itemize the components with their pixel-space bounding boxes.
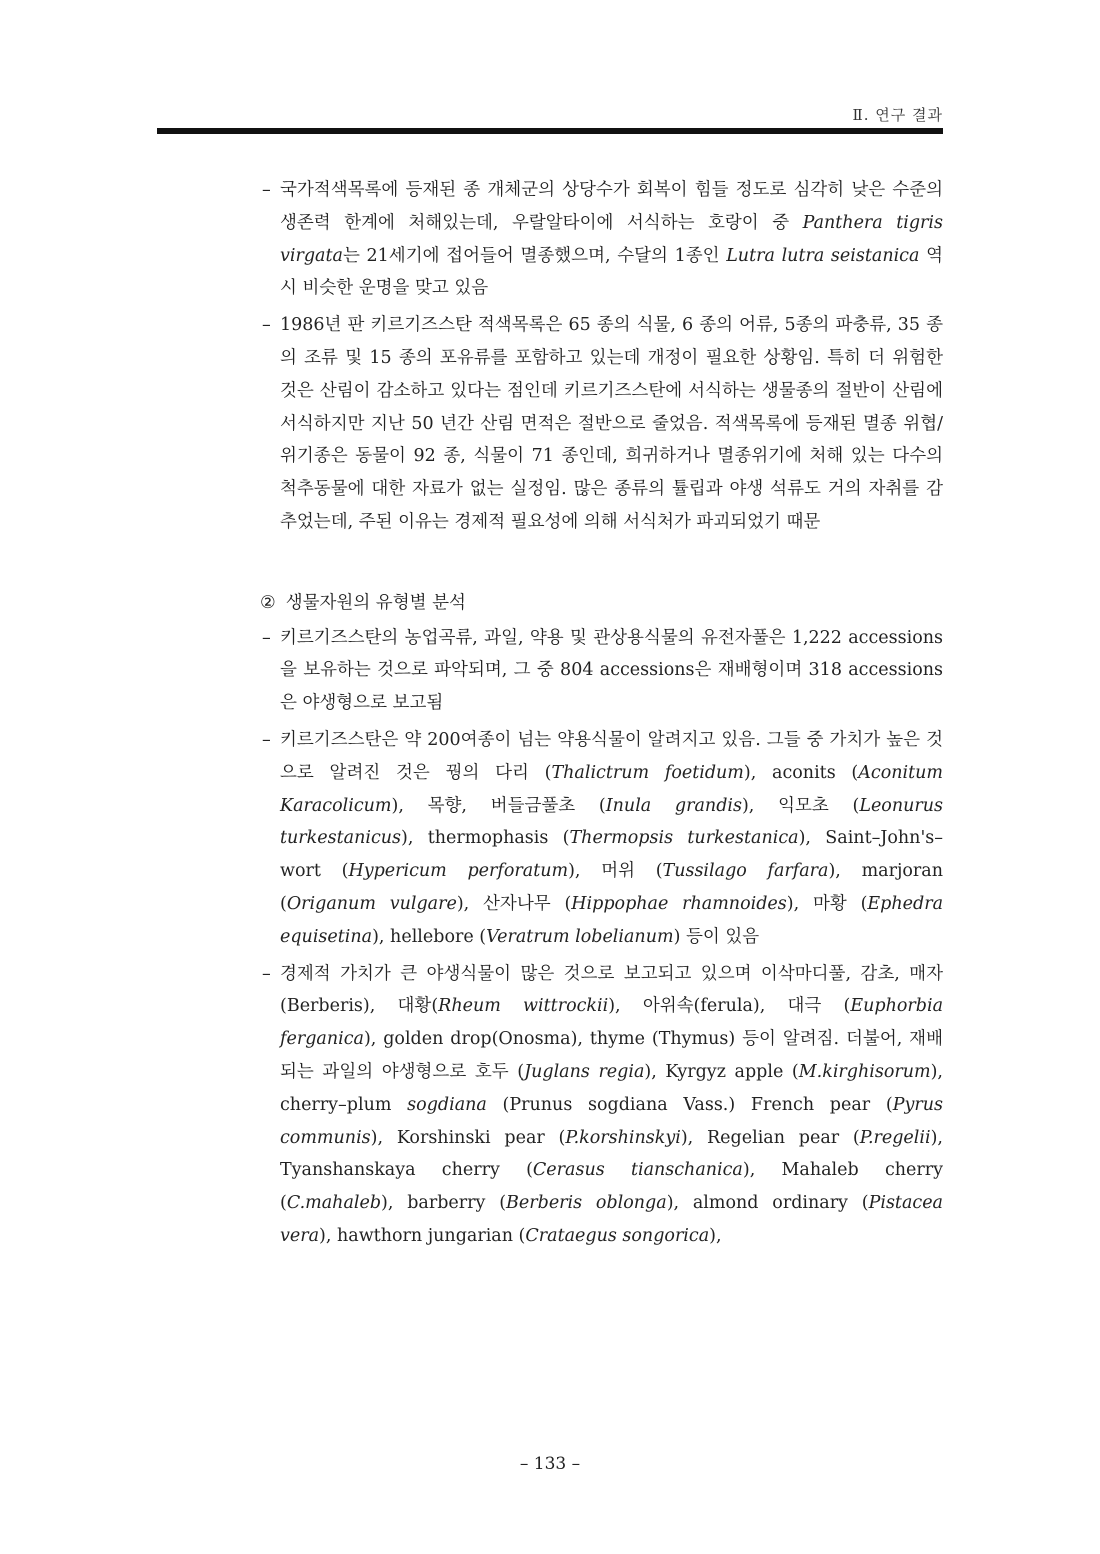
section-heading	[260, 587, 943, 620]
text-segment: ), Korshinski pear (	[370, 1127, 566, 1148]
text-segment: 경제적 가치가 큰 야생식물이 많은 것으로 보고되고 있으며 이삭마디풀, 감초, 매자(Berberis), 대황(	[280, 963, 943, 1017]
scientific-name: Cerasus tianschanica	[532, 1160, 743, 1181]
scientific-name: P.regelii	[859, 1127, 931, 1148]
text-segment: ), Saint–John's–wort (	[280, 828, 943, 882]
text-segment: ), 목향, 버들금풀초 (	[391, 795, 606, 816]
text-segment: 는 21세기에 접어들어 멸종했으며, 수달의 1종인	[342, 245, 727, 266]
scientific-name: Leonurus turkestanicus	[280, 795, 943, 849]
text-segment: ), thermophasis (	[401, 828, 570, 849]
section-marker: ②	[260, 592, 276, 613]
text-segment: ), hellebore (	[372, 926, 487, 947]
scientific-name: sogdiana	[407, 1094, 487, 1115]
header-rule	[157, 128, 943, 134]
bullet-paragraph	[258, 622, 943, 720]
bullet-dash: –	[262, 729, 271, 750]
scientific-name: Crataegus songorica	[525, 1225, 710, 1246]
text-segment: ), 머위 (	[568, 861, 663, 882]
bullet-dash: –	[262, 180, 271, 200]
scientific-name: Juglans regia	[524, 1061, 645, 1082]
text-segment: ), marjoran (	[280, 861, 943, 914]
text-segment: ), Kyrgyz apple (	[644, 1061, 799, 1082]
paragraph-group-resources	[258, 622, 943, 1253]
scientific-name: Rheum wittrockii	[438, 996, 609, 1017]
text-segment: ), cherry–plum	[280, 1061, 943, 1115]
scientific-name: Berberis oblonga	[506, 1193, 667, 1214]
scientific-name: P.korshinskyi	[565, 1127, 681, 1148]
text-segment: ), hawthorn jungarian (	[319, 1225, 526, 1246]
bullet-dash: –	[262, 315, 271, 336]
scientific-name: Thermopsis turkestanica	[569, 828, 799, 849]
text-segment: ), 마황 (	[786, 893, 868, 914]
text-segment: 역시 비슷한 운명을 맞고 있음	[280, 245, 943, 299]
bullet-paragraph	[258, 174, 943, 305]
bullet-dash: –	[262, 627, 271, 648]
bullet-paragraph	[258, 309, 943, 539]
scientific-name: Origanum vulgare	[286, 893, 457, 914]
scientific-name: Pyrus communis	[280, 1094, 943, 1148]
scientific-name: Thalictrum foetidum	[551, 762, 744, 783]
text-segment: ) 등이 있음	[673, 926, 760, 947]
scientific-name: Panthera tigris virgata	[280, 212, 943, 266]
text-segment: ), golden drop(Onosma), thyme (Thymus) 등이 알려짐. 더불어, 재배되는 과일의 야생형으로 호두 (	[280, 1029, 943, 1082]
text-segment: 1986년 판 키르기즈스탄 적색목록은 65 종의 식물, 6 종의 어류, 5종의 파충류, 35 종의 조류 및 15 종의 포유류를 포함하고 있는데 개정이 필요한 상황임. 특히 더 위험한 것은 산림이 감소하고 있다는 점인데 키르기즈스탄에 서식하는 생물종의 절반이 산림에 서식하지만 지난 50 년간 산림 면적은 절반으로 줄었음. 적색목록에 등재된 멸종 위협/위기종은 동물이 92 종, 식물이 71 종인데, 희귀하거나 멸종위기에 처해 있는 다수의 척추동물에 대한 자료가 없는 실정임. 많은 종류의 튤립과 야생 석류도 거의 자취를 감추었는데, 주된 이유는 경제적 필요성에 의해 서식처가 파괴되었기 때문	[280, 315, 943, 532]
text-segment: ),	[709, 1225, 722, 1246]
scientific-name: Aconitum Karacolicum	[280, 762, 943, 816]
text-segment: ), Mahaleb cherry (	[280, 1160, 944, 1214]
text-segment: ), 익모초 (	[741, 795, 860, 816]
paragraph-group-threats	[258, 174, 943, 539]
bullet-paragraph	[258, 724, 943, 954]
text-segment: ), barberry (	[381, 1193, 507, 1214]
text-segment: ), aconits (	[743, 762, 859, 783]
bullet-dash: –	[262, 963, 271, 984]
bullet-paragraph	[258, 958, 943, 1253]
scientific-name: M.kirghisorum	[798, 1061, 931, 1082]
text-segment: 국가적색목록에 등재된 종 개체군의 상당수가 회복이 힘들 정도로 심각히 낮은 수준의 생존력 한계에 처해있는데, 우랄알타이에 서식하는 호랑이 중	[280, 180, 943, 233]
page-number: – 133 –	[519, 1454, 581, 1474]
scientific-name: Euphorbia ferganica	[280, 996, 944, 1050]
page-body	[258, 174, 943, 1257]
text-segment: ), Regelian pear (	[680, 1127, 860, 1148]
text-segment: ), Tyanshanskaya cherry (	[280, 1127, 943, 1181]
scientific-name: Ephedra equisetina	[280, 893, 944, 947]
scientific-name: C.mahaleb	[286, 1193, 382, 1214]
text-segment: ), 아위속(ferula), 대극 (	[608, 996, 851, 1017]
text-segment: ), 산자나무 (	[456, 893, 572, 914]
scientific-name: Tussilago farfara	[662, 861, 829, 882]
scientific-name: Hippophae rhamnoides	[571, 893, 787, 914]
running-header-title: Ⅱ. 연구 결과	[852, 106, 943, 124]
text-segment: (Prunus sogdiana Vass.) French pear (	[486, 1094, 893, 1115]
scientific-name: Lutra lutra seistanica	[726, 245, 920, 266]
scientific-name: Inula grandis	[605, 795, 742, 816]
text-segment: 키르기즈스탄은 약 200여종이 넘는 약용식물이 알려지고 있음. 그들 중 가치가 높은 것으로 알려진 것은 꿩의 다리 (	[280, 729, 943, 783]
scientific-name: Pistacea vera	[280, 1193, 943, 1246]
scientific-name: Hypericum perforatum	[348, 861, 569, 882]
section-title: 생물자원의 유형별 분석	[285, 592, 466, 613]
text-segment: ), almond ordinary (	[666, 1193, 869, 1214]
scientific-name: Veratrum lobelianum	[486, 926, 674, 947]
text-segment: 키르기즈스탄의 농업곡류, 과일, 약용 및 관상용식물의 유전자풀은 1,222 accessions을 보유하는 것으로 파악되며, 그 중 804 accessions은 재배형이며 318 accessions은 야생형으로 보고됨	[280, 627, 943, 714]
